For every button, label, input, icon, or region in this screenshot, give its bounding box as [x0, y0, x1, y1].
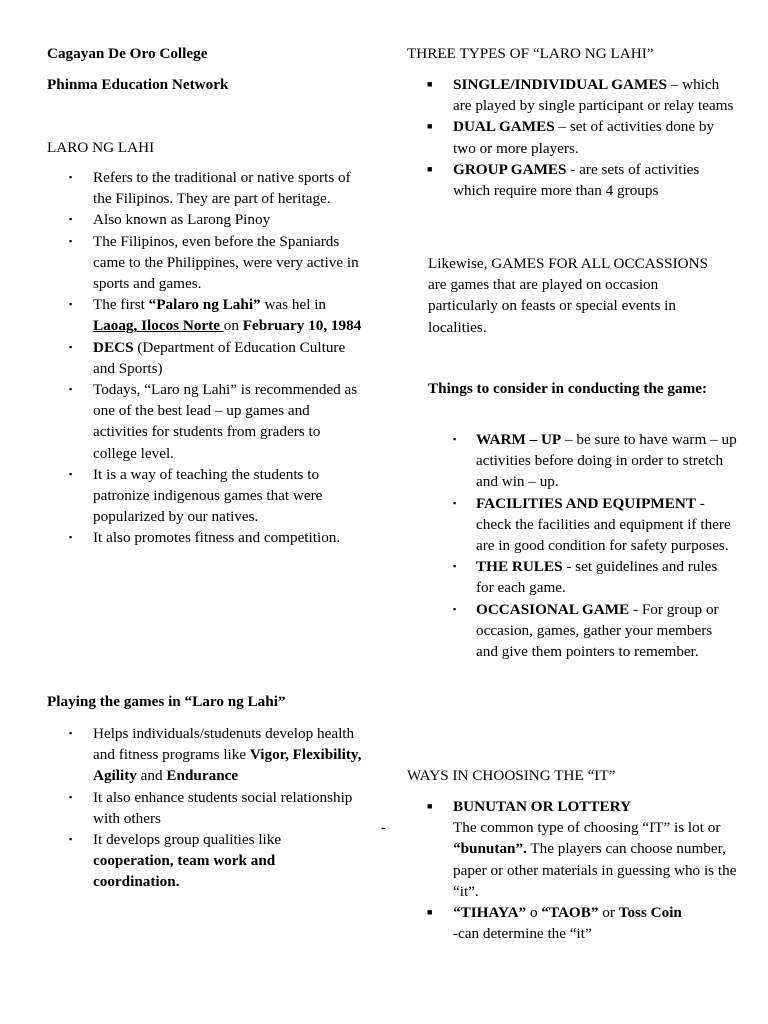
bullet-icon: ▪ — [453, 561, 457, 572]
bullet-icon: ▪ — [453, 603, 457, 614]
network-name: Phinma Education Network — [47, 76, 229, 93]
bullet-icon: ■ — [427, 801, 433, 811]
location-text: Laoag, Ilocos Norte — [93, 317, 224, 335]
list-item-bold: SINGLE/INDIVIDUAL GAMES — [453, 76, 667, 93]
list-item-text: Helps individuals/studenuts develop health and fitness programs like — [93, 725, 355, 764]
list-item — [47, 829, 365, 893]
list-item — [47, 167, 365, 209]
list-item-bold: GROUP GAMES — [453, 160, 567, 178]
list-item-text: The players can choose number, paper or other materials in guessing who is the “it”. — [453, 840, 737, 900]
bullet-icon: ▪ — [69, 299, 73, 310]
bullet-icon: ▪ — [69, 172, 73, 182]
list-item — [407, 493, 737, 557]
three-types-list — [407, 74, 737, 201]
list-item-bold: “TAOB” — [541, 904, 599, 922]
list-item-text: The common type of choosing “IT” is lot or — [453, 819, 721, 837]
bullet-icon: ▪ — [69, 791, 73, 802]
laro-ng-lahi-list — [47, 167, 365, 549]
list-item-bold: WARM – UP — [476, 431, 562, 448]
bullet-icon: ▪ — [453, 434, 457, 444]
likewise-paragraph: Likewise, GAMES FOR ALL OCCASSIONS are games that are played on occasion particularly on feasts or special events in localities. — [428, 255, 709, 336]
list-item-text: was hel in — [260, 296, 327, 314]
list-item — [407, 159, 737, 201]
list-item — [407, 74, 737, 116]
list-item-text: o — [526, 904, 542, 922]
list-item-bold: Toss Coin — [618, 904, 682, 922]
list-item-bold: BUNUTAN OR LOTTERY — [453, 798, 632, 815]
list-item-text: It develops group qualities like — [93, 831, 282, 849]
list-item — [407, 796, 737, 817]
list-item-text: The first — [93, 296, 149, 314]
list-item-text: Also known as Larong Pinoy — [93, 211, 271, 229]
list-item-text: It is a way of teaching the students to patronize indigenous games that were popularized by our natives. — [93, 465, 323, 526]
list-item-text: Todays, “Laro ng Lahi” is recommended as one of the best lead – up games and activities for students from graders to college level. — [93, 381, 358, 462]
bullet-icon: ■ — [427, 121, 433, 132]
date-text: February 10, 1984 — [242, 317, 362, 335]
list-item-text: – set of activities done by two or more players. — [453, 118, 715, 157]
list-item — [47, 787, 365, 829]
list-item-bold: “bunutan”. — [453, 840, 527, 858]
list-item-text: Refers to the traditional or native sports of the Filipinos. They are part of heritage. — [93, 169, 351, 208]
things-to-consider-list — [407, 429, 737, 662]
list-item-text: – be sure to have warm – up activities before doing in order to stretch and win – up. — [476, 431, 737, 491]
list-item-bold: OCCASIONAL GAME — [476, 600, 630, 618]
list-item — [47, 294, 365, 336]
list-item-text: The Filipinos, even before the Spaniards came to the Philippines, were very active in sports and games. — [93, 232, 359, 293]
playing-games-heading: Playing the games in “Laro ng Lahi” — [47, 693, 286, 710]
bullet-icon: ▪ — [453, 497, 457, 508]
playing-games-list — [47, 723, 365, 893]
list-item-text: It also enhance students social relationship with others — [93, 788, 353, 827]
bullet-icon: ▪ — [69, 532, 73, 543]
list-item — [47, 337, 365, 379]
list-item-text: It also promotes fitness and competition. — [93, 529, 341, 547]
list-item — [407, 556, 737, 598]
bullet-icon: ■ — [427, 907, 433, 918]
list-item-text: - check the facilities and equipment if there are in good condition for safety purposes. — [476, 494, 731, 555]
list-item — [47, 527, 365, 548]
list-item — [47, 379, 365, 464]
list-item-text: on — [223, 317, 243, 335]
bullet-icon: ▪ — [69, 728, 73, 738]
list-item — [407, 902, 737, 944]
list-item-bold: Endurance — [166, 767, 239, 785]
list-item-bold: FACILITIES AND EQUIPMENT — [476, 494, 696, 512]
decs-acronym: DECS — [93, 338, 134, 356]
list-item — [407, 116, 737, 158]
school-name: Cagayan De Oro College — [47, 45, 208, 62]
things-to-consider-heading: Things to consider in conducting the game: — [428, 380, 708, 397]
bullet-icon: ▪ — [69, 468, 73, 479]
bullet-icon: ■ — [427, 163, 433, 174]
list-item-text: - set guidelines and rules for each game. — [476, 558, 718, 597]
bullet-icon: ▪ — [69, 834, 73, 845]
list-item — [47, 464, 365, 528]
list-item-bold: Vigor, Flexibility, Agility — [93, 746, 362, 785]
bullet-icon: ■ — [427, 79, 433, 89]
list-item — [47, 209, 365, 230]
list-item-text: or — [598, 904, 619, 922]
palaro-name: “Palaro ng Lahi” — [148, 296, 261, 314]
list-item — [381, 817, 737, 902]
list-item-text: (Department of Education Culture and Sports) — [93, 338, 346, 377]
ways-choosing-it-heading: WAYS IN CHOOSING THE “IT” — [407, 767, 616, 784]
list-item-bold: “TIHAYA” — [453, 904, 527, 922]
list-item — [407, 599, 737, 663]
list-item-text: - For group or occasion, games, gather your members and give them pointers to remember. — [476, 600, 719, 661]
bullet-icon: ▪ — [69, 384, 73, 395]
list-item — [47, 723, 365, 787]
bullet-icon: ▪ — [69, 235, 73, 246]
list-item-text: – which are played by single participant or relay teams — [453, 76, 734, 115]
list-item-text: -can determine the “it” — [453, 925, 592, 943]
list-item-text: - are sets of activities which require more than 4 groups — [453, 160, 700, 200]
list-item-bold: cooperation, team work and coordination. — [93, 852, 276, 891]
list-item — [47, 231, 365, 295]
laro-ng-lahi-heading: LARO NG LAHI — [47, 139, 155, 156]
list-item-bold: DUAL GAMES — [453, 118, 555, 136]
bullet-icon: ▪ — [69, 214, 73, 225]
bullet-icon: ▪ — [69, 341, 73, 352]
list-item-bold: THE RULES — [476, 558, 563, 576]
three-types-heading: THREE TYPES OF “LARO NG LAHI” — [407, 45, 654, 62]
list-item-text: and — [136, 767, 167, 785]
ways-choosing-it-list — [381, 796, 737, 944]
list-item — [407, 429, 737, 493]
dash-marker: - — [381, 819, 387, 837]
